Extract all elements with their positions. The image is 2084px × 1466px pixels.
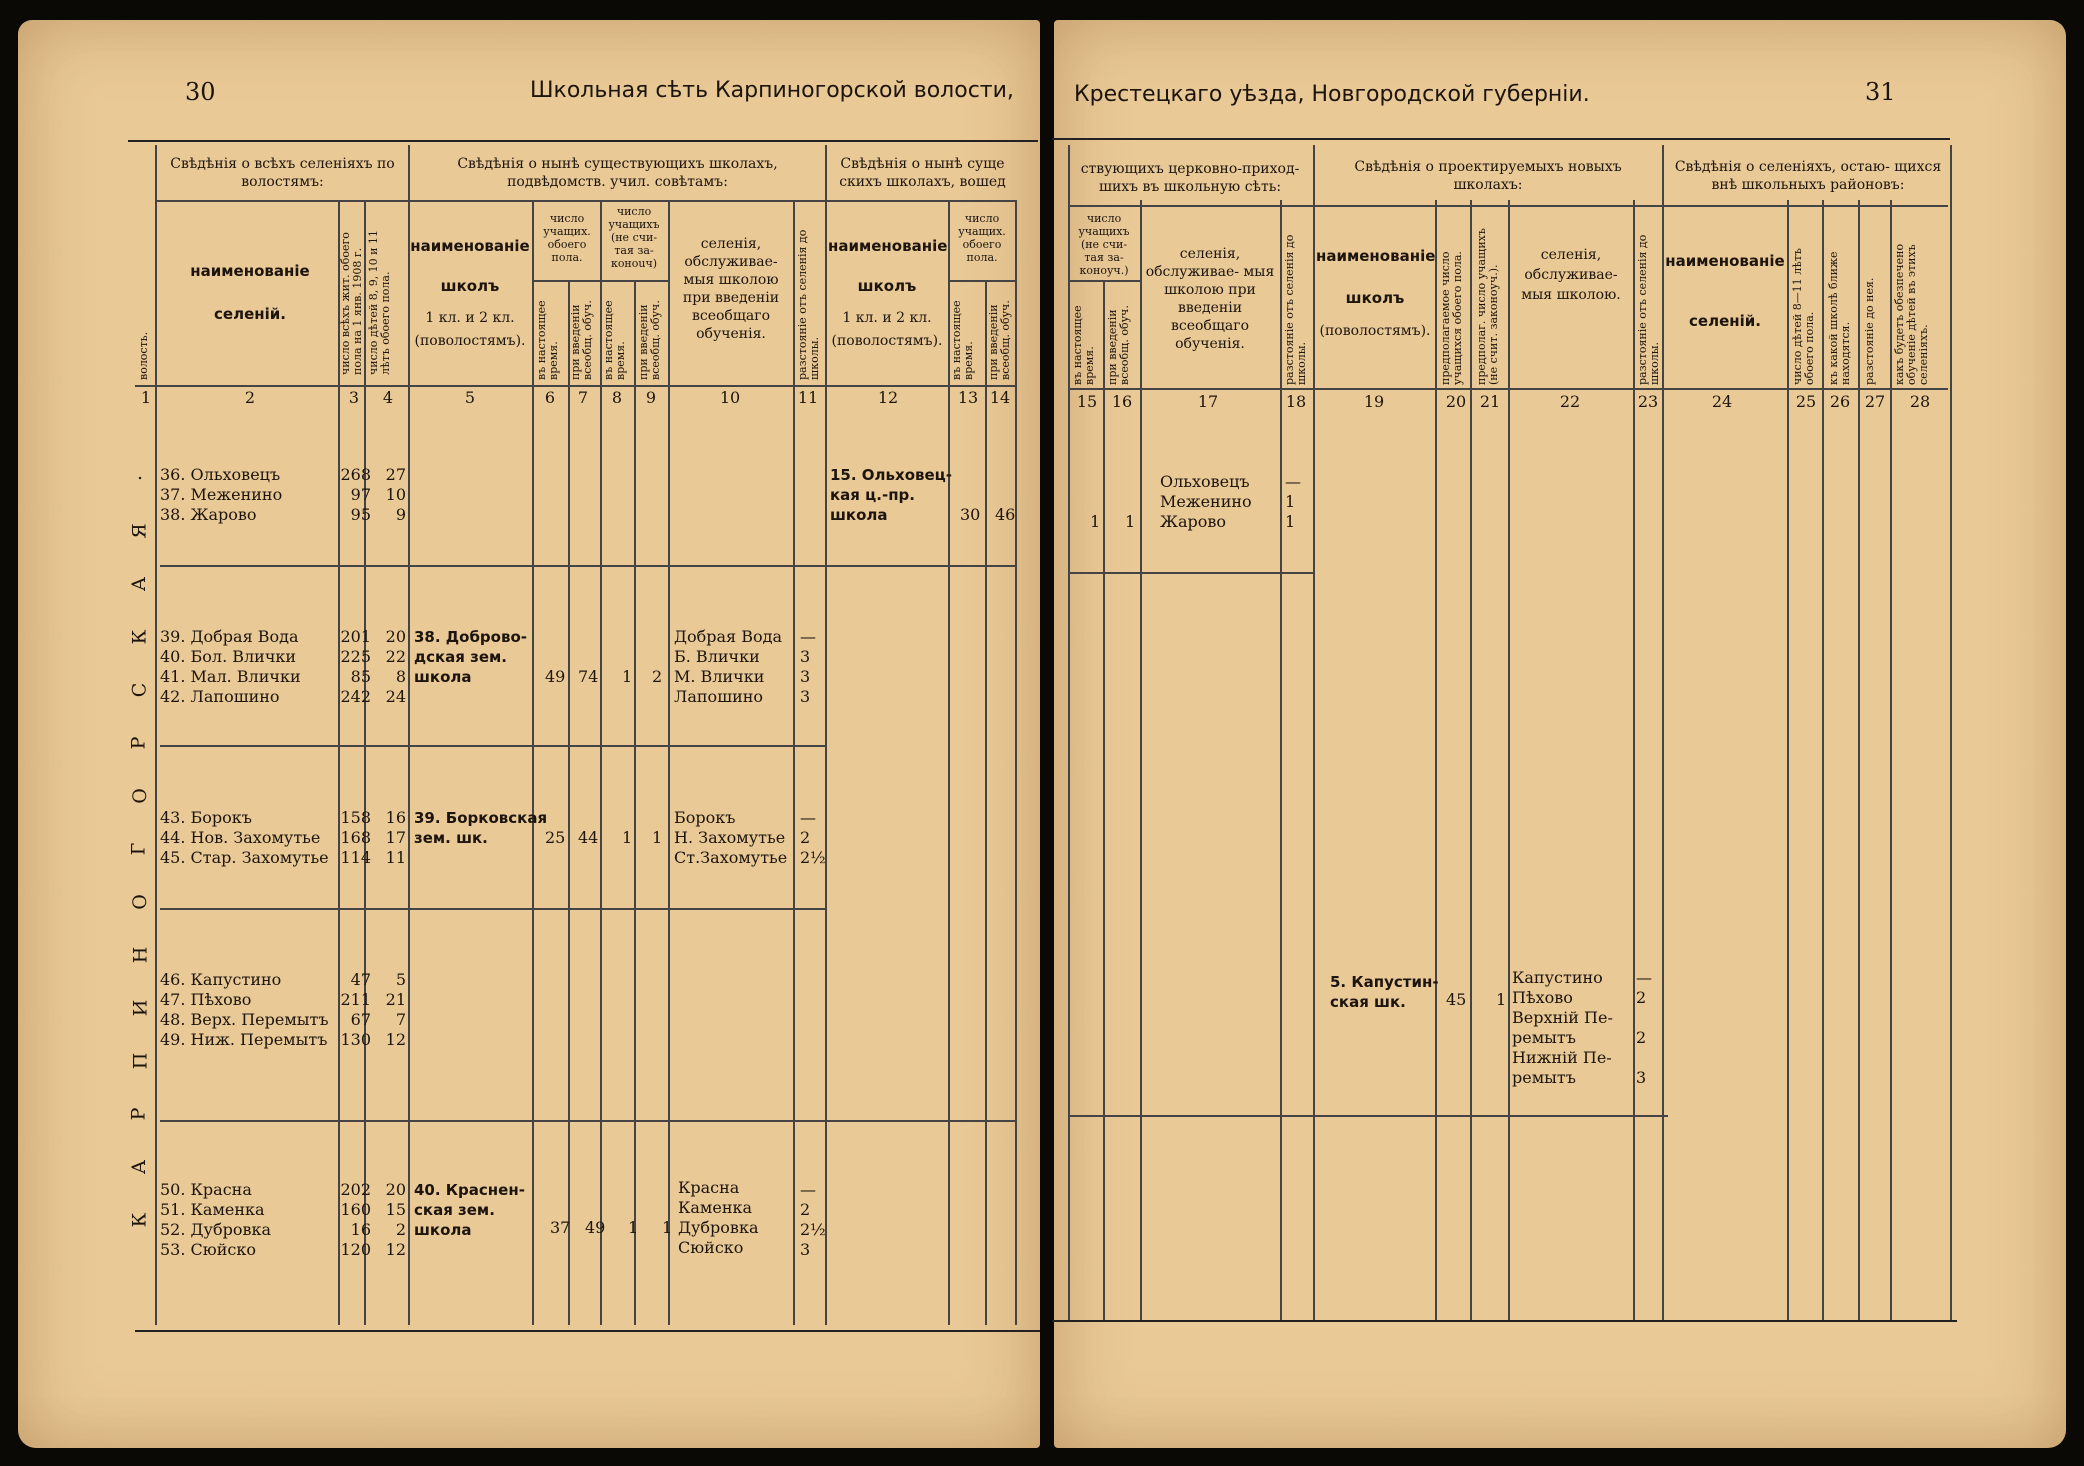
village-name: 51. Каменка bbox=[160, 1200, 265, 1219]
col-header-seleniy: селеній. bbox=[214, 305, 286, 323]
col-header-now: въ настоящее время. bbox=[950, 300, 975, 380]
col-line bbox=[1103, 280, 1105, 1320]
distance: 3 bbox=[1636, 1068, 1647, 1087]
column-number: 1 bbox=[140, 388, 152, 407]
col-header-distance: разстояніе отъ селенія до школы. bbox=[1636, 234, 1661, 385]
served-village: Н. Захомутье bbox=[674, 828, 786, 847]
school-figure: 1 bbox=[1496, 990, 1507, 1009]
projected-school-name: ская шк. bbox=[1330, 993, 1406, 1011]
village-population: 211 bbox=[340, 990, 371, 1009]
col-header-pupils-expected: предполагаемое число учащихся обоего пола. bbox=[1439, 251, 1464, 385]
col-header-served-villages-projected: селенія, обслуживае- мыя школою. bbox=[1521, 247, 1621, 303]
school-name: 39. Борковская bbox=[414, 809, 548, 827]
col-header-naim: наименованіе bbox=[190, 262, 310, 280]
village-population: 225 bbox=[340, 647, 371, 666]
village-children: 2 bbox=[395, 1220, 406, 1239]
col-header-teachers-church: число учащих. обоего пола. bbox=[958, 212, 1006, 264]
distance: — bbox=[800, 627, 816, 646]
village-name: 40. Бол. Влички bbox=[160, 647, 297, 666]
volost-letter: С bbox=[128, 682, 151, 698]
village-children: 12 bbox=[385, 1030, 406, 1049]
column-number: 28 bbox=[1909, 392, 1931, 411]
village-population: 97 bbox=[350, 485, 371, 504]
school-figure: 49 bbox=[545, 667, 566, 686]
col-line bbox=[1858, 200, 1860, 1320]
volost-letter: А bbox=[128, 576, 151, 592]
school-figure: 1 bbox=[622, 828, 633, 847]
volost-letter: К bbox=[128, 629, 151, 645]
served-village: Меженино bbox=[1160, 492, 1252, 511]
distance: — bbox=[1285, 472, 1301, 491]
group-header-church-schools-left: Свѣдѣнія о нынѣ суще скихъ школахъ, вошед bbox=[839, 156, 1006, 190]
page-title-left: Школьная сѣть Карпиногорской волости, bbox=[530, 78, 1014, 103]
school-figure: 37 bbox=[550, 1218, 571, 1237]
col-header-distance-outside: разстояніе до нея. bbox=[1863, 277, 1876, 385]
church-school-name: кая ц.-пр. bbox=[830, 486, 915, 504]
col-header-shkol-church: школъ bbox=[857, 277, 917, 295]
column-number: 8 bbox=[611, 388, 623, 407]
col-line bbox=[634, 280, 636, 1325]
village-children: 17 bbox=[385, 828, 406, 847]
column-number: 26 bbox=[1829, 392, 1851, 411]
subhead-rule bbox=[1068, 280, 1140, 282]
column-number: 17 bbox=[1197, 392, 1219, 411]
col-header-naim-projected: наименованіе bbox=[1316, 247, 1436, 265]
column-number: 20 bbox=[1445, 392, 1467, 411]
village-name: 38. Жарово bbox=[160, 505, 257, 524]
subhead-rule bbox=[532, 280, 668, 282]
col-header-teachers-both: число учащих. обоего пола. bbox=[543, 212, 591, 264]
village-population: 160 bbox=[340, 1200, 371, 1219]
distance: 2 bbox=[800, 1200, 811, 1219]
school-name: ская зем. bbox=[414, 1201, 495, 1219]
school-figure: 45 bbox=[1446, 990, 1467, 1009]
col-header-shkol-projected: школъ bbox=[1345, 289, 1405, 307]
row-separator bbox=[160, 565, 1015, 567]
col-header-teachers-expected: предполаг. число учащихъ (не счит. законоуч.). bbox=[1475, 228, 1500, 385]
col-header-now: въ настоящее время. bbox=[535, 300, 560, 380]
school-name: 38. Доброво- bbox=[414, 628, 527, 646]
col-header-provision: какъ будетъ обезпечено обученіе дѣтей въ этихъ селеніяхъ. bbox=[1893, 243, 1930, 385]
school-figure: 1 bbox=[622, 667, 633, 686]
volost-letter: К bbox=[128, 1212, 151, 1228]
village-name: 47. Пѣхово bbox=[160, 990, 252, 1009]
school-name: 40. Краснен- bbox=[414, 1181, 525, 1199]
served-village: Верхній Пе- bbox=[1512, 1008, 1613, 1027]
column-number: 18 bbox=[1285, 392, 1307, 411]
school-figure: 1 bbox=[1125, 512, 1136, 531]
village-children: 8 bbox=[395, 667, 406, 686]
volost-letter: Н bbox=[129, 946, 152, 964]
distance: — bbox=[800, 1180, 816, 1199]
col-line bbox=[1822, 200, 1824, 1320]
served-village: Жарово bbox=[1160, 512, 1227, 531]
village-population: 120 bbox=[340, 1240, 371, 1259]
village-children: 15 bbox=[385, 1200, 406, 1219]
column-number: 4 bbox=[382, 388, 394, 407]
village-name: 41. Мал. Влички bbox=[160, 667, 301, 686]
village-children: 5 bbox=[395, 970, 406, 989]
school-name: школа bbox=[414, 1221, 472, 1239]
served-village: Каменка bbox=[678, 1198, 753, 1217]
col-line bbox=[1662, 145, 1664, 1320]
col-line bbox=[1140, 200, 1142, 1320]
served-village: ремытъ bbox=[1512, 1028, 1576, 1047]
served-village: М. Влички bbox=[674, 667, 765, 686]
col-header-nearest-school: къ какой школѣ ближе находятся. bbox=[1827, 251, 1852, 385]
village-name: 48. Верх. Перемытъ bbox=[160, 1010, 329, 1029]
group-rule-left bbox=[155, 200, 1015, 202]
village-population: 268 bbox=[340, 465, 371, 484]
village-population: 67 bbox=[350, 1010, 371, 1029]
school-name: зем. шк. bbox=[414, 829, 488, 847]
village-population: 158 bbox=[340, 808, 371, 827]
distance: 2 bbox=[1636, 1028, 1647, 1047]
served-village: Добрая Вода bbox=[674, 627, 783, 646]
village-name: 53. Сюйско bbox=[160, 1240, 256, 1259]
table-bottom-rule-right bbox=[1052, 1320, 1957, 1322]
village-population: 95 bbox=[350, 505, 371, 524]
col-line bbox=[1313, 145, 1315, 1320]
col-header-teachers-church-r: число учащихъ (не счи- тая за- коноуч.) bbox=[1078, 212, 1130, 277]
village-population: 85 bbox=[350, 667, 371, 686]
school-name: дская зем. bbox=[414, 648, 508, 666]
column-number: 21 bbox=[1479, 392, 1501, 411]
col-header-served-villages: селенія, обслуживае- мыя школою при введеніи всеобщаго обученія. bbox=[682, 236, 780, 342]
village-population: 202 bbox=[340, 1180, 371, 1199]
village-children: 9 bbox=[395, 505, 406, 524]
school-figure: 46 bbox=[995, 505, 1016, 524]
served-village: Ст.Захомутье bbox=[674, 848, 788, 867]
column-number: 24 bbox=[1711, 392, 1733, 411]
school-figure: 49 bbox=[585, 1218, 606, 1237]
served-village: Сюйско bbox=[678, 1238, 744, 1257]
column-number: 6 bbox=[544, 388, 556, 407]
col-header-volost: волость. bbox=[137, 331, 150, 380]
village-name: 50. Красна bbox=[160, 1180, 252, 1199]
village-children: 10 bbox=[385, 485, 406, 504]
col-line bbox=[825, 145, 827, 1325]
col-line bbox=[1470, 200, 1472, 1320]
volost-letter: И bbox=[129, 999, 152, 1017]
school-figure: 44 bbox=[578, 828, 599, 847]
church-school-name: 15. Ольховец- bbox=[830, 466, 953, 484]
distance: 3 bbox=[800, 687, 811, 706]
table-top-rule-right bbox=[1052, 138, 1950, 140]
served-village: Дубровка bbox=[678, 1218, 759, 1237]
column-number: 3 bbox=[348, 388, 360, 407]
col-line bbox=[1787, 200, 1789, 1320]
distance: 2½ bbox=[800, 848, 826, 867]
village-population: 16 bbox=[350, 1220, 371, 1239]
served-village: Нижній Пе- bbox=[1512, 1048, 1612, 1067]
volost-letter: Г bbox=[127, 842, 150, 856]
page-number-left: 30 bbox=[185, 78, 216, 106]
village-children: 11 bbox=[385, 848, 406, 867]
colnum-rule-left bbox=[135, 385, 1015, 387]
distance: 3 bbox=[800, 667, 811, 686]
village-children: 27 bbox=[385, 465, 406, 484]
village-population: 130 bbox=[340, 1030, 371, 1049]
volost-letter: Я bbox=[128, 523, 151, 539]
served-village: Пѣхово bbox=[1512, 988, 1573, 1007]
village-children: 20 bbox=[385, 1180, 406, 1199]
col-line bbox=[1280, 200, 1282, 1320]
col-header-teachers-no-law: число учащихъ (не счи- тая за- конouч) bbox=[608, 205, 660, 270]
school-figure: 2 bbox=[652, 667, 663, 686]
column-number: 5 bbox=[464, 388, 476, 407]
school-figure: 1 bbox=[1090, 512, 1101, 531]
col-header-universal: при введеніи всеобщ. обуч. bbox=[1106, 305, 1131, 385]
col-header-povol-church: (поволостямъ). bbox=[831, 333, 943, 349]
table-bottom-rule-left bbox=[135, 1330, 1040, 1332]
volost-letter: . bbox=[124, 474, 147, 482]
col-header-kl: 1 кл. и 2 кл. bbox=[425, 310, 515, 326]
col-line bbox=[1508, 200, 1510, 1320]
col-line bbox=[1435, 200, 1437, 1320]
column-number: 19 bbox=[1363, 392, 1385, 411]
row-separator bbox=[160, 908, 825, 910]
school-figure: 1 bbox=[628, 1218, 639, 1237]
column-number: 11 bbox=[797, 388, 819, 407]
column-number: 16 bbox=[1111, 392, 1133, 411]
projected-school-name: 5. Капустин- bbox=[1330, 973, 1439, 991]
col-header-now: въ настоящее время. bbox=[602, 300, 627, 380]
col-header-distance: разстояніе отъ селенія до школы. bbox=[796, 229, 821, 380]
served-village: Борокъ bbox=[674, 808, 736, 827]
served-village: Б. Влички bbox=[674, 647, 760, 666]
distance: — bbox=[1636, 968, 1652, 987]
col-header-seleniy-outside: селеній. bbox=[1689, 312, 1761, 330]
subhead-rule bbox=[948, 280, 1015, 282]
school-figure: 1 bbox=[662, 1218, 673, 1237]
col-line bbox=[155, 145, 157, 1325]
col-line bbox=[1068, 145, 1070, 1320]
col-header-kl-church: 1 кл. и 2 кл. bbox=[842, 310, 932, 326]
row-separator bbox=[1068, 572, 1313, 574]
served-village: ремытъ bbox=[1512, 1068, 1576, 1087]
school-figure: 74 bbox=[578, 667, 599, 686]
village-children: 20 bbox=[385, 627, 406, 646]
village-name: 52. Дубровка bbox=[160, 1220, 272, 1239]
col-line bbox=[1890, 200, 1892, 1320]
col-header-served-villages-church: селенія, обслуживае- мыя школою при введеніи всеобщаго обученія. bbox=[1145, 246, 1275, 352]
group-header-church-schools-right: ствующихъ церковно-приход- шихъ въ школьную сѣть: bbox=[1080, 161, 1300, 195]
distance: 1 bbox=[1285, 492, 1296, 511]
column-number: 7 bbox=[577, 388, 589, 407]
table-top-rule-left bbox=[128, 140, 1038, 142]
church-school-name: школа bbox=[830, 506, 888, 524]
village-population: 201 bbox=[340, 627, 371, 646]
col-header-distance: разстояніе отъ селенія до школы. bbox=[1283, 234, 1308, 385]
village-children: 12 bbox=[385, 1240, 406, 1259]
school-figure: 25 bbox=[545, 828, 566, 847]
volost-letter: О bbox=[128, 894, 151, 910]
village-name: 44. Нов. Захомутье bbox=[160, 828, 321, 847]
distance: — bbox=[800, 808, 816, 827]
col-line bbox=[532, 200, 534, 1325]
row-separator bbox=[1068, 1115, 1668, 1117]
col-header-universal: при введеніи всеобщ. обуч. bbox=[569, 300, 594, 380]
village-name: 37. Меженино bbox=[160, 485, 283, 504]
col-line bbox=[568, 280, 570, 1325]
page-title-right: Крестецкаго уѣзда, Новгородской губерніи. bbox=[1074, 82, 1590, 107]
column-number: 25 bbox=[1795, 392, 1817, 411]
col-header-shkol: школъ bbox=[440, 277, 500, 295]
col-header-povol: (поволостямъ). bbox=[414, 333, 526, 349]
row-separator bbox=[160, 1120, 1015, 1122]
village-children: 22 bbox=[385, 647, 406, 666]
group-header-outside-villages: Свѣдѣнія о селеніяхъ, остаю- щихся внѣ школьныхъ районовъ: bbox=[1674, 159, 1942, 193]
distance: 2 bbox=[1636, 988, 1647, 1007]
school-name: школа bbox=[414, 668, 472, 686]
column-number: 14 bbox=[989, 388, 1011, 407]
row-separator bbox=[160, 745, 825, 747]
column-number: 13 bbox=[957, 388, 979, 407]
distance: 3 bbox=[800, 647, 811, 666]
distance: 3 bbox=[800, 1240, 811, 1259]
col-header-naim-schools: наименованіе bbox=[410, 237, 530, 255]
column-number: 23 bbox=[1637, 392, 1659, 411]
column-number: 27 bbox=[1864, 392, 1886, 411]
village-children: 7 bbox=[395, 1010, 406, 1029]
volost-letter: О bbox=[128, 788, 151, 804]
col-line bbox=[1633, 200, 1635, 1320]
village-name: 43. Борокъ bbox=[160, 808, 252, 827]
col-header-povol-projected: (поволостямъ). bbox=[1319, 323, 1431, 339]
village-population: 168 bbox=[340, 828, 371, 847]
village-population: 47 bbox=[350, 970, 371, 989]
col-header-children: число дѣтей 8, 9, 10 и 11 лѣтъ обоего пола. bbox=[367, 229, 392, 375]
village-name: 36. Ольховецъ bbox=[160, 465, 281, 484]
volost-letter: А bbox=[128, 1159, 151, 1175]
volost-letter: Р bbox=[127, 736, 150, 750]
col-header-naim-church: наименованіе bbox=[828, 237, 948, 255]
column-number: 9 bbox=[645, 388, 657, 407]
col-header-universal: при введеніи всеобщ. обуч. bbox=[637, 300, 662, 380]
group-header-all-villages: Свѣдѣнія о всѣхъ селеніяхъ по волостямъ: bbox=[170, 156, 395, 190]
column-number: 10 bbox=[719, 388, 741, 407]
village-children: 24 bbox=[385, 687, 406, 706]
school-figure: 30 bbox=[960, 505, 981, 524]
col-header-universal: при введеніи всеобщ. обуч. bbox=[987, 300, 1012, 380]
col-header-population: число всѣхъ жит. обоего пола на 1 янв. 1908 г. bbox=[339, 232, 364, 375]
page-number-right: 31 bbox=[1865, 78, 1896, 106]
village-population: 242 bbox=[340, 687, 371, 706]
village-name: 42. Лапошино bbox=[160, 687, 280, 706]
col-line bbox=[1950, 145, 1952, 1320]
group-header-projected-schools: Свѣдѣнія о проектируемыхъ новыхъ школахъ: bbox=[1354, 159, 1622, 193]
col-header-naim-outside: наименованіе bbox=[1665, 252, 1785, 270]
col-line bbox=[1015, 200, 1017, 1325]
column-number: 12 bbox=[877, 388, 899, 407]
column-number: 22 bbox=[1559, 392, 1581, 411]
village-name: 45. Стар. Захомутье bbox=[160, 848, 329, 867]
village-name: 49. Ниж. Перемытъ bbox=[160, 1030, 328, 1049]
volost-letter: Р bbox=[127, 1107, 150, 1121]
village-children: 16 bbox=[385, 808, 406, 827]
served-village: Капустино bbox=[1512, 968, 1603, 987]
village-name: 39. Добрая Вода bbox=[160, 627, 299, 646]
col-line bbox=[668, 200, 670, 1325]
column-number: 15 bbox=[1076, 392, 1098, 411]
col-line bbox=[364, 200, 366, 1325]
school-figure: 1 bbox=[652, 828, 663, 847]
village-children: 21 bbox=[385, 990, 406, 1009]
col-header-now: въ настоящее время. bbox=[1071, 305, 1096, 385]
col-line bbox=[793, 200, 795, 1325]
volost-letter: П bbox=[129, 1052, 152, 1070]
distance: 2 bbox=[800, 828, 811, 847]
village-name: 46. Капустино bbox=[160, 970, 282, 989]
col-line bbox=[985, 280, 987, 1325]
served-village: Ольховецъ bbox=[1160, 472, 1250, 491]
col-header-children-outside: число дѣтей 8—11 лѣтъ обоего пола. bbox=[1791, 248, 1816, 385]
distance: 1 bbox=[1285, 512, 1296, 531]
group-header-existing-schools: Свѣдѣнія о нынѣ существующихъ школахъ, подвѣдомств. учил. совѣтамъ: bbox=[457, 156, 778, 190]
column-number: 2 bbox=[244, 388, 256, 407]
distance: 2½ bbox=[800, 1220, 826, 1239]
served-village: Лапошино bbox=[674, 687, 764, 706]
served-village: Красна bbox=[678, 1178, 740, 1197]
village-population: 114 bbox=[340, 848, 371, 867]
